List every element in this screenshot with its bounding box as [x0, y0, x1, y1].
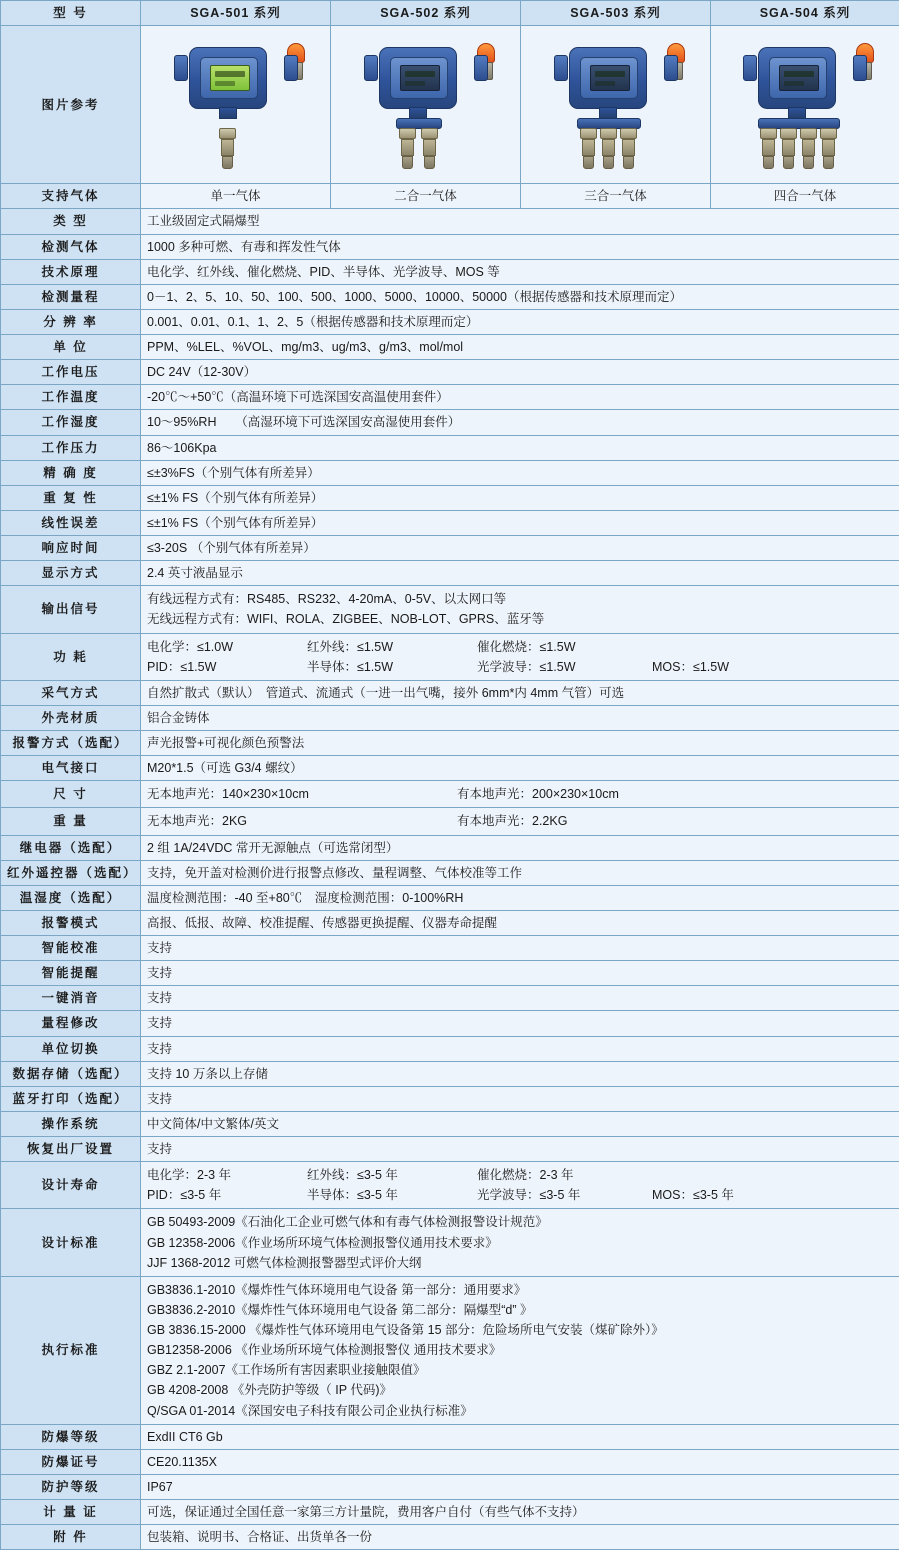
power-item-1: 红外线：≤1.5W	[307, 637, 477, 657]
output-signal-wireless: 无线远程方式有：WIFI、ROLA、ZIGBEE、NOB-LOT、GPRS、蓝牙等	[147, 609, 893, 629]
exec-standard-line-6: Q/SGA 01-2014《深国安电子科技有限公司企业执行标准》	[147, 1401, 893, 1421]
exec-standard-line-4: GBZ 2.1-2007《工作场所有害因素职业接触限值》	[147, 1360, 893, 1380]
row-value-smart-reminder: 支持	[141, 961, 899, 986]
lifetime-item-6: 光学波导：≤3-5 年	[477, 1185, 652, 1205]
table-row-resolution	[1, 309, 899, 334]
row-value-power	[141, 633, 899, 680]
lifetime-item-3	[652, 1165, 822, 1185]
table-row-unit-switch	[1, 1036, 899, 1061]
row-label-voltage: 工作电压	[1, 360, 141, 385]
table-row-repeatability	[1, 485, 899, 510]
exec-standard-line-1: GB3836.2-2010《爆炸性气体环境用电气设备 第二部分：隔爆型“d” 》	[147, 1300, 893, 1320]
power-item-0: 电化学：≤1.0W	[147, 637, 307, 657]
table-row-unit	[1, 335, 899, 360]
weight-item-1: 有本地声光：2.2KG	[457, 811, 567, 831]
table-row-range-modify	[1, 1011, 899, 1036]
row-label-type: 类 型	[1, 209, 141, 234]
table-row-bluetooth-print	[1, 1086, 899, 1111]
table-row-lifetime	[1, 1162, 899, 1209]
table-row-housing	[1, 705, 899, 730]
exec-standard-line-5: GB 4208-2008 《外壳防护等级（ IP 代码)》	[147, 1380, 893, 1400]
product-image-2	[331, 26, 521, 184]
power-items	[147, 637, 893, 677]
row-label-display: 显示方式	[1, 561, 141, 586]
table-row-weight	[1, 808, 899, 835]
model-cell-2: SGA-502 系列	[331, 1, 521, 26]
row-label-range-modify: 量程修改	[1, 1011, 141, 1036]
row-label-model: 型 号	[1, 1, 141, 26]
row-label-response-time: 响应时间	[1, 536, 141, 561]
row-label-factory-reset: 恢复出厂设置	[1, 1137, 141, 1162]
table-row-metrology-cert	[1, 1500, 899, 1525]
row-value-alarm-mode: 高报、低报、故障、校准提醒、传感器更换提醒、仪器寿命提醒	[141, 910, 899, 935]
model-cell-1: SGA-501 系列	[141, 1, 331, 26]
power-item-2: 催化燃烧：≤1.5W	[477, 637, 652, 657]
table-row-model	[1, 1, 899, 26]
model-cell-4: SGA-504 系列	[711, 1, 899, 26]
row-label-size: 尺 寸	[1, 781, 141, 808]
size-item-0: 无本地声光：140×230×10cm	[147, 784, 457, 804]
row-value-factory-reset: 支持	[141, 1137, 899, 1162]
row-label-metrology-cert: 计 量 证	[1, 1500, 141, 1525]
table-row-alarm-type	[1, 731, 899, 756]
exec-standard-line-0: GB3836.1-2010《爆炸性气体环境用电气设备 第一部分：通用要求》	[147, 1280, 893, 1300]
power-item-5: 半导体：≤1.5W	[307, 657, 477, 677]
lifetime-item-7: MOS：≤3-5 年	[652, 1185, 822, 1205]
table-row-type	[1, 209, 899, 234]
row-value-size	[141, 781, 899, 808]
row-label-alarm-type: 报警方式（选配）	[1, 731, 141, 756]
row-label-resolution: 分 辨 率	[1, 309, 141, 334]
lifetime-items	[147, 1165, 893, 1205]
power-item-4: PID：≤1.5W	[147, 657, 307, 677]
table-row-voltage	[1, 360, 899, 385]
table-row-data-storage	[1, 1061, 899, 1086]
row-value-accuracy: ≤±3%FS（个别气体有所差异）	[141, 460, 899, 485]
row-label-temperature: 工作温度	[1, 385, 141, 410]
table-row-accessories	[1, 1525, 899, 1550]
row-label-output-signal: 输出信号	[1, 586, 141, 633]
table-row-smart-reminder	[1, 961, 899, 986]
table-row-technology	[1, 259, 899, 284]
row-label-repeatability: 重 复 性	[1, 485, 141, 510]
row-value-repeatability: ≤±1% FS（个别气体有所差异）	[141, 485, 899, 510]
row-value-type: 工业级固定式隔爆型	[141, 209, 899, 234]
row-value-one-key-mute: 支持	[141, 986, 899, 1011]
gas-support-2: 二合一气体	[331, 184, 521, 209]
row-value-housing: 铝合金铸体	[141, 705, 899, 730]
row-label-unit: 单 位	[1, 335, 141, 360]
size-item-1: 有本地声光：200×230×10cm	[457, 784, 619, 804]
table-row-relay	[1, 835, 899, 860]
row-value-electrical-interface: M20*1.5（可选 G3/4 螺纹）	[141, 756, 899, 781]
row-value-temp-humidity-option: 温度检测范围：-40 至+80℃ 湿度检测范围：0-100%RH	[141, 885, 899, 910]
row-value-unit: PPM、%LEL、%VOL、mg/m3、ug/m3、g/m3、mol/mol	[141, 335, 899, 360]
product-image-4	[711, 26, 899, 184]
row-label-one-key-mute: 一键消音	[1, 986, 141, 1011]
row-value-humidity: 10～95%RH （高湿环境下可选深国安高湿使用套件）	[141, 410, 899, 435]
table-row-humidity	[1, 410, 899, 435]
row-label-alarm-mode: 报警模式	[1, 910, 141, 935]
product-image-3	[521, 26, 711, 184]
row-value-ex-rating: ExdII CT6 Gb	[141, 1424, 899, 1449]
row-label-gas-support: 支持气体	[1, 184, 141, 209]
table-row-ip-rating	[1, 1474, 899, 1499]
gas-detector-3-sensor-icon	[541, 29, 691, 175]
row-label-humidity: 工作湿度	[1, 410, 141, 435]
row-value-alarm-type: 声光报警+可视化颜色预警法	[141, 731, 899, 756]
table-row-images	[1, 26, 899, 184]
table-row-size	[1, 781, 899, 808]
table-row-design-standard	[1, 1209, 899, 1276]
product-image-1	[141, 26, 331, 184]
row-label-relay: 继电器（选配）	[1, 835, 141, 860]
row-label-accessories: 附 件	[1, 1525, 141, 1550]
gas-support-4: 四合一气体	[711, 184, 899, 209]
row-label-linearity: 线性误差	[1, 510, 141, 535]
row-label-technology: 技术原理	[1, 259, 141, 284]
row-value-pressure: 86～106Kpa	[141, 435, 899, 460]
row-label-data-storage: 数据存储（选配）	[1, 1061, 141, 1086]
row-value-linearity: ≤±1% FS（个别气体有所差异）	[141, 510, 899, 535]
gas-support-3: 三合一气体	[521, 184, 711, 209]
table-row-linearity	[1, 510, 899, 535]
row-value-voltage: DC 24V（12-30V）	[141, 360, 899, 385]
table-row-ex-certificate	[1, 1449, 899, 1474]
table-row-temperature	[1, 385, 899, 410]
table-row-response-time	[1, 536, 899, 561]
output-signal-wired: 有线远程方式有：RS485、RS232、4-20mA、0-5V、以太网口等	[147, 589, 893, 609]
table-row-accuracy	[1, 460, 899, 485]
power-item-3	[652, 637, 822, 657]
row-label-smart-reminder: 智能提醒	[1, 961, 141, 986]
row-label-ex-certificate: 防爆证号	[1, 1449, 141, 1474]
row-value-output-signal	[141, 586, 899, 633]
table-row-range	[1, 284, 899, 309]
table-row-ex-rating	[1, 1424, 899, 1449]
lifetime-item-2: 催化燃烧：2-3 年	[477, 1165, 652, 1185]
row-label-electrical-interface: 电气接口	[1, 756, 141, 781]
row-value-relay: 2 组 1A/24VDC 常开无源触点（可选常闭型）	[141, 835, 899, 860]
row-label-lifetime: 设计寿命	[1, 1162, 141, 1209]
row-label-weight: 重 量	[1, 808, 141, 835]
row-label-power: 功 耗	[1, 633, 141, 680]
table-row-alarm-mode	[1, 910, 899, 935]
lifetime-item-0: 电化学：2-3 年	[147, 1165, 307, 1185]
model-cell-3: SGA-503 系列	[521, 1, 711, 26]
row-label-accuracy: 精 确 度	[1, 460, 141, 485]
gas-detector-2-sensor-icon	[351, 29, 501, 175]
row-value-range: 0－1、2、5、10、50、100、500、1000、5000、10000、50000（根据传感器和技术原理而定）	[141, 284, 899, 309]
row-value-design-standard	[141, 1209, 899, 1276]
table-row-display	[1, 561, 899, 586]
gas-detector-1-sensor-icon	[161, 29, 311, 175]
row-label-bluetooth-print: 蓝牙打印（选配）	[1, 1086, 141, 1111]
lifetime-item-5: 半导体：≤3-5 年	[307, 1185, 477, 1205]
row-value-temperature: -20℃～+50℃（高温环境下可选深国安高温使用套件）	[141, 385, 899, 410]
row-label-design-standard: 设计标准	[1, 1209, 141, 1276]
row-label-image-reference: 图片参考	[1, 26, 141, 184]
table-row-electrical-interface	[1, 756, 899, 781]
row-label-sampling: 采气方式	[1, 680, 141, 705]
row-label-smart-calibration: 智能校准	[1, 936, 141, 961]
row-label-temp-humidity-option: 温湿度（选配）	[1, 885, 141, 910]
row-value-bluetooth-print: 支持	[141, 1086, 899, 1111]
gas-detector-4-sensor-icon	[730, 29, 880, 175]
row-value-lifetime	[141, 1162, 899, 1209]
row-value-weight	[141, 808, 899, 835]
row-label-housing: 外壳材质	[1, 705, 141, 730]
table-row-gas-support	[1, 184, 899, 209]
row-value-data-storage: 支持 10 万条以上存储	[141, 1061, 899, 1086]
row-label-detect-gas: 检测气体	[1, 234, 141, 259]
row-value-response-time: ≤3-20S （个别气体有所差异）	[141, 536, 899, 561]
row-label-ir-remote: 红外遥控器（选配）	[1, 860, 141, 885]
row-value-technology: 电化学、红外线、催化燃烧、PID、半导体、光学波导、MOS 等	[141, 259, 899, 284]
row-label-ip-rating: 防护等级	[1, 1474, 141, 1499]
power-item-6: 光学波导：≤1.5W	[477, 657, 652, 677]
row-value-os: 中文简体/中文繁体/英文	[141, 1111, 899, 1136]
row-value-ip-rating: IP67	[141, 1474, 899, 1499]
weight-item-0: 无本地声光：2KG	[147, 811, 457, 831]
table-row-temp-humidity-option	[1, 885, 899, 910]
row-label-range: 检测量程	[1, 284, 141, 309]
table-row-os	[1, 1111, 899, 1136]
row-label-os: 操作系统	[1, 1111, 141, 1136]
exec-standard-line-2: GB 3836.15-2000 《爆炸性气体环境用电气设备第 15 部分：危险场所电气安装（煤矿除外）》	[147, 1320, 893, 1340]
table-row-exec-standard	[1, 1276, 899, 1424]
table-row-detect-gas	[1, 234, 899, 259]
lifetime-item-1: 红外线：≤3-5 年	[307, 1165, 477, 1185]
row-label-ex-rating: 防爆等级	[1, 1424, 141, 1449]
table-row-pressure	[1, 435, 899, 460]
table-row-sampling	[1, 680, 899, 705]
power-item-7: MOS：≤1.5W	[652, 657, 822, 677]
row-value-accessories: 包装箱、说明书、合格证、出货单各一份	[141, 1525, 899, 1550]
table-row-smart-calibration	[1, 936, 899, 961]
design-standard-line-2: JJF 1368-2012 可燃气体检测报警器型式评价大纲	[147, 1253, 893, 1273]
gas-support-1: 单一气体	[141, 184, 331, 209]
table-row-power	[1, 633, 899, 680]
table-row-factory-reset	[1, 1137, 899, 1162]
exec-standard-line-3: GB12358-2006 《作业场所环境气体检测报警仪 通用技术要求》	[147, 1340, 893, 1360]
row-value-smart-calibration: 支持	[141, 936, 899, 961]
row-value-resolution: 0.001、0.01、0.1、1、2、5（根据传感器和技术原理而定）	[141, 309, 899, 334]
row-value-ir-remote: 支持，免开盖对检测价进行报警点修改、量程调整、气体校准等工作	[141, 860, 899, 885]
row-value-exec-standard	[141, 1276, 899, 1424]
table-row-output-signal	[1, 586, 899, 633]
row-value-unit-switch: 支持	[141, 1036, 899, 1061]
table-row-one-key-mute	[1, 986, 899, 1011]
row-value-detect-gas: 1000 多种可燃、有毒和挥发性气体	[141, 234, 899, 259]
lifetime-item-4: PID：≤3-5 年	[147, 1185, 307, 1205]
row-label-pressure: 工作压力	[1, 435, 141, 460]
row-value-range-modify: 支持	[141, 1011, 899, 1036]
row-value-sampling: 自然扩散式（默认） 管道式、流通式（一进一出气嘴，接外 6mm*内 4mm 气管）可选	[141, 680, 899, 705]
row-label-unit-switch: 单位切换	[1, 1036, 141, 1061]
design-standard-line-0: GB 50493-2009《石油化工企业可燃气体和有毒气体检测报警设计规范》	[147, 1212, 893, 1232]
table-row-ir-remote	[1, 860, 899, 885]
row-value-metrology-cert: 可选，保证通过全国任意一家第三方计量院，费用客户自付（有些气体不支持）	[141, 1500, 899, 1525]
row-label-exec-standard: 执行标准	[1, 1276, 141, 1424]
row-value-display: 2.4 英寸液晶显示	[141, 561, 899, 586]
design-standard-line-1: GB 12358-2006《作业场所环境气体检测报警仪通用技术要求》	[147, 1233, 893, 1253]
row-value-ex-certificate: CE20.1135X	[141, 1449, 899, 1474]
